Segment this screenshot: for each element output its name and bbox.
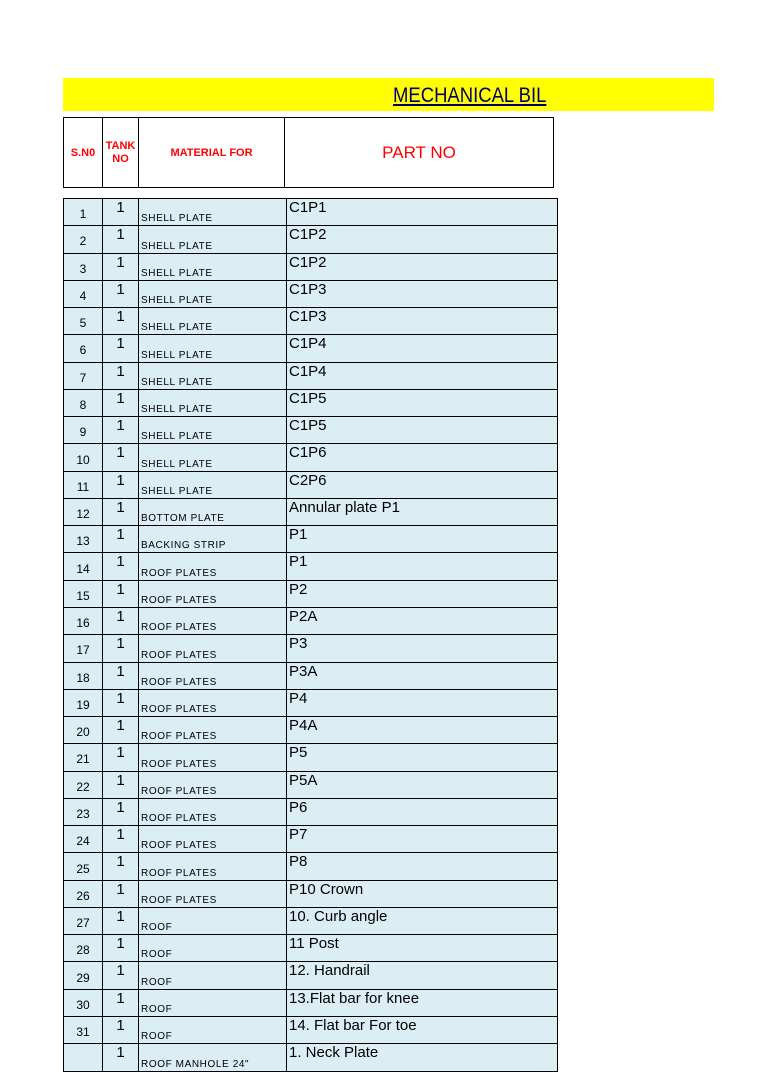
row-part-no: P3 bbox=[287, 635, 558, 662]
row-tank-no: 1 bbox=[103, 717, 139, 744]
row-sno: 1 bbox=[64, 199, 103, 226]
table-row bbox=[64, 498, 558, 525]
row-material-for: SHELL PLATE bbox=[139, 199, 287, 226]
row-tank-no: 1 bbox=[103, 962, 139, 989]
row-sno: 9 bbox=[64, 417, 103, 444]
row-sno: 19 bbox=[64, 689, 103, 716]
row-material-for: ROOF MANHOLE 24" bbox=[139, 1044, 287, 1071]
row-tank-no: 1 bbox=[103, 526, 139, 553]
table-row bbox=[64, 1016, 558, 1043]
row-material-for: ROOF PLATES bbox=[139, 662, 287, 689]
row-tank-no: 1 bbox=[103, 580, 139, 607]
row-part-no: 14. Flat bar For toe bbox=[287, 1016, 558, 1043]
row-tank-no: 1 bbox=[103, 689, 139, 716]
row-sno: 4 bbox=[64, 280, 103, 307]
table-row bbox=[64, 717, 558, 744]
row-sno: 12 bbox=[64, 498, 103, 525]
table-row bbox=[64, 635, 558, 662]
row-sno: 16 bbox=[64, 607, 103, 634]
table-row bbox=[64, 580, 558, 607]
row-part-no: P5A bbox=[287, 771, 558, 798]
row-material-for: SHELL PLATE bbox=[139, 389, 287, 416]
header-table bbox=[63, 117, 554, 188]
row-material-for: ROOF bbox=[139, 935, 287, 962]
row-sno: 23 bbox=[64, 798, 103, 825]
row-material-for: ROOF PLATES bbox=[139, 635, 287, 662]
row-tank-no: 1 bbox=[103, 253, 139, 280]
table-row bbox=[64, 689, 558, 716]
row-sno: 28 bbox=[64, 935, 103, 962]
row-sno: 8 bbox=[64, 389, 103, 416]
row-material-for: SHELL PLATE bbox=[139, 444, 287, 471]
row-tank-no: 1 bbox=[103, 389, 139, 416]
title-bar bbox=[63, 78, 714, 111]
row-part-no: Annular plate P1 bbox=[287, 498, 558, 525]
row-material-for: ROOF bbox=[139, 962, 287, 989]
row-tank-no: 1 bbox=[103, 280, 139, 307]
row-tank-no: 1 bbox=[103, 853, 139, 880]
row-tank-no: 1 bbox=[103, 1016, 139, 1043]
row-sno: 27 bbox=[64, 907, 103, 934]
row-part-no: P4A bbox=[287, 717, 558, 744]
row-material-for: ROOF PLATES bbox=[139, 826, 287, 853]
parts-table-body bbox=[64, 199, 558, 1072]
table-row bbox=[64, 853, 558, 880]
table-row bbox=[64, 253, 558, 280]
row-tank-no: 1 bbox=[103, 607, 139, 634]
row-material-for: ROOF bbox=[139, 1016, 287, 1043]
row-part-no: P2A bbox=[287, 607, 558, 634]
row-sno: 30 bbox=[64, 989, 103, 1016]
row-tank-no: 1 bbox=[103, 744, 139, 771]
row-part-no: C1P4 bbox=[287, 335, 558, 362]
row-material-for: ROOF PLATES bbox=[139, 880, 287, 907]
row-part-no: 10. Curb angle bbox=[287, 907, 558, 934]
row-part-no: P1 bbox=[287, 526, 558, 553]
table-row bbox=[64, 744, 558, 771]
row-part-no: C1P1 bbox=[287, 199, 558, 226]
row-part-no: 12. Handrail bbox=[287, 962, 558, 989]
table-row bbox=[64, 226, 558, 253]
row-part-no: C1P6 bbox=[287, 444, 558, 471]
row-part-no: P3A bbox=[287, 662, 558, 689]
table-row bbox=[64, 1044, 558, 1071]
header-tank-no: TANK NO bbox=[103, 118, 139, 188]
table-row bbox=[64, 526, 558, 553]
row-tank-no: 1 bbox=[103, 935, 139, 962]
row-tank-no: 1 bbox=[103, 798, 139, 825]
row-tank-no: 1 bbox=[103, 471, 139, 498]
row-material-for: BOTTOM PLATE bbox=[139, 498, 287, 525]
table-row bbox=[64, 989, 558, 1016]
row-part-no: C1P2 bbox=[287, 226, 558, 253]
row-material-for: SHELL PLATE bbox=[139, 226, 287, 253]
row-material-for: ROOF PLATES bbox=[139, 798, 287, 825]
row-part-no: C1P2 bbox=[287, 253, 558, 280]
table-row bbox=[64, 362, 558, 389]
row-tank-no: 1 bbox=[103, 771, 139, 798]
row-material-for: ROOF bbox=[139, 989, 287, 1016]
row-tank-no: 1 bbox=[103, 662, 139, 689]
row-part-no: C2P6 bbox=[287, 471, 558, 498]
row-tank-no: 1 bbox=[103, 444, 139, 471]
row-material-for: ROOF PLATES bbox=[139, 607, 287, 634]
table-row bbox=[64, 199, 558, 226]
row-part-no: P1 bbox=[287, 553, 558, 580]
row-material-for: SHELL PLATE bbox=[139, 362, 287, 389]
table-row bbox=[64, 308, 558, 335]
row-material-for: SHELL PLATE bbox=[139, 308, 287, 335]
row-material-for: ROOF PLATES bbox=[139, 717, 287, 744]
row-material-for: SHELL PLATE bbox=[139, 417, 287, 444]
table-row bbox=[64, 662, 558, 689]
table-row bbox=[64, 553, 558, 580]
header-row bbox=[64, 118, 554, 188]
row-tank-no: 1 bbox=[103, 635, 139, 662]
row-sno: 3 bbox=[64, 253, 103, 280]
row-material-for: ROOF PLATES bbox=[139, 744, 287, 771]
row-material-for: ROOF PLATES bbox=[139, 580, 287, 607]
table-row bbox=[64, 798, 558, 825]
table-row bbox=[64, 962, 558, 989]
row-material-for: ROOF PLATES bbox=[139, 553, 287, 580]
row-material-for: BACKING STRIP bbox=[139, 526, 287, 553]
row-material-for: ROOF PLATES bbox=[139, 853, 287, 880]
row-tank-no: 1 bbox=[103, 498, 139, 525]
table-row bbox=[64, 771, 558, 798]
table-row bbox=[64, 280, 558, 307]
row-part-no: C1P3 bbox=[287, 280, 558, 307]
parts-table bbox=[63, 198, 558, 1072]
row-sno bbox=[64, 1044, 103, 1071]
row-tank-no: 1 bbox=[103, 308, 139, 335]
row-part-no: P10 Crown bbox=[287, 880, 558, 907]
table-row bbox=[64, 826, 558, 853]
row-sno: 31 bbox=[64, 1016, 103, 1043]
row-sno: 11 bbox=[64, 471, 103, 498]
row-sno: 15 bbox=[64, 580, 103, 607]
header-material-for: MATERIAL FOR bbox=[139, 118, 285, 188]
row-sno: 21 bbox=[64, 744, 103, 771]
row-sno: 20 bbox=[64, 717, 103, 744]
row-sno: 25 bbox=[64, 853, 103, 880]
row-sno: 18 bbox=[64, 662, 103, 689]
row-material-for: ROOF PLATES bbox=[139, 689, 287, 716]
row-part-no: 1. Neck Plate bbox=[287, 1044, 558, 1071]
row-sno: 14 bbox=[64, 553, 103, 580]
row-tank-no: 1 bbox=[103, 880, 139, 907]
table-row bbox=[64, 389, 558, 416]
page-title: MECHANICAL BIL bbox=[393, 84, 547, 107]
row-part-no: C1P4 bbox=[287, 362, 558, 389]
row-tank-no: 1 bbox=[103, 989, 139, 1016]
row-material-for: ROOF bbox=[139, 907, 287, 934]
row-sno: 5 bbox=[64, 308, 103, 335]
row-sno: 22 bbox=[64, 771, 103, 798]
table-row bbox=[64, 907, 558, 934]
row-tank-no: 1 bbox=[103, 199, 139, 226]
row-sno: 6 bbox=[64, 335, 103, 362]
row-part-no: P7 bbox=[287, 826, 558, 853]
row-part-no: P4 bbox=[287, 689, 558, 716]
row-tank-no: 1 bbox=[103, 1044, 139, 1071]
row-sno: 26 bbox=[64, 880, 103, 907]
row-sno: 13 bbox=[64, 526, 103, 553]
row-tank-no: 1 bbox=[103, 553, 139, 580]
row-sno: 7 bbox=[64, 362, 103, 389]
table-row bbox=[64, 335, 558, 362]
row-tank-no: 1 bbox=[103, 362, 139, 389]
row-part-no: C1P5 bbox=[287, 389, 558, 416]
row-sno: 29 bbox=[64, 962, 103, 989]
row-tank-no: 1 bbox=[103, 417, 139, 444]
table-row bbox=[64, 607, 558, 634]
row-part-no: C1P5 bbox=[287, 417, 558, 444]
row-part-no: P5 bbox=[287, 744, 558, 771]
row-tank-no: 1 bbox=[103, 826, 139, 853]
row-part-no: 11 Post bbox=[287, 935, 558, 962]
header-sno: S.N0 bbox=[64, 118, 103, 188]
row-tank-no: 1 bbox=[103, 226, 139, 253]
row-sno: 17 bbox=[64, 635, 103, 662]
table-row bbox=[64, 935, 558, 962]
table-row bbox=[64, 880, 558, 907]
row-sno: 2 bbox=[64, 226, 103, 253]
row-sno: 24 bbox=[64, 826, 103, 853]
row-material-for: SHELL PLATE bbox=[139, 280, 287, 307]
row-material-for: ROOF PLATES bbox=[139, 771, 287, 798]
row-material-for: SHELL PLATE bbox=[139, 253, 287, 280]
row-tank-no: 1 bbox=[103, 335, 139, 362]
row-material-for: SHELL PLATE bbox=[139, 335, 287, 362]
row-part-no: P8 bbox=[287, 853, 558, 880]
row-tank-no: 1 bbox=[103, 907, 139, 934]
row-sno: 10 bbox=[64, 444, 103, 471]
row-part-no: P6 bbox=[287, 798, 558, 825]
row-material-for: SHELL PLATE bbox=[139, 471, 287, 498]
header-part-no: PART NO bbox=[285, 118, 554, 188]
row-part-no: 13.Flat bar for knee bbox=[287, 989, 558, 1016]
row-part-no: P2 bbox=[287, 580, 558, 607]
row-part-no: C1P3 bbox=[287, 308, 558, 335]
table-row bbox=[64, 444, 558, 471]
table-row bbox=[64, 417, 558, 444]
table-row bbox=[64, 471, 558, 498]
